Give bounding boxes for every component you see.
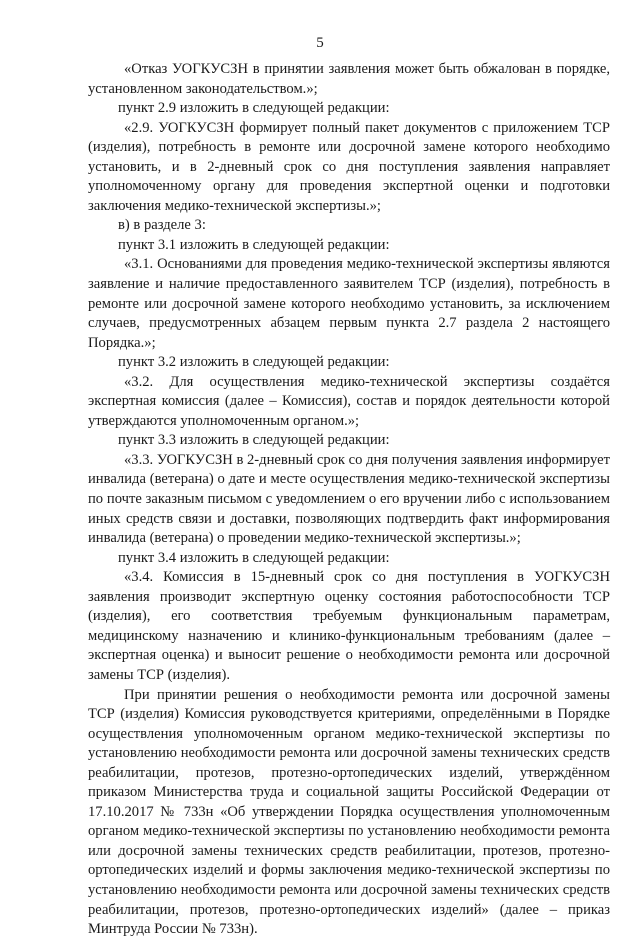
paragraph-clause-3-1: «3.1. Основаниями для проведения медико-технической экспертизы являются заявление и наличие предоставленного заявителем ТСР (изделия), потребность в ремонте или досрочной замене которого необходимо установить, за исключением случаев, предусмотренных абзацем первым пункта 2.7 раздела 2 настоящего Порядка.»; xyxy=(88,256,610,351)
paragraph-instruction-3-3: пункт 3.3 изложить в следующей редакции: xyxy=(118,432,390,449)
paragraph-instruction-3-1: пункт 3.1 изложить в следующей редакции: xyxy=(118,236,390,253)
paragraph-section-3-heading: в) в разделе 3: xyxy=(118,217,206,234)
paragraph-instruction-3-2: пункт 3.2 изложить в следующей редакции: xyxy=(118,354,390,371)
paragraph-criteria: При принятии решения о необходимости ремонта или досрочной замены ТСР (изделия) Комиссия руководствуется критериями, определёнными в Порядке осуществления уполномоченным органом медико-технической экспертизы по установлению необходимости ремонта или досрочной замены технических средств реабилитации, протезов, протезно-ортопедических изделий, утверждённом приказом Министерства труда и социальной защиты Российской Федерации от 17.10.2017 № 733н «Об утверждении Порядка осуществления уполномоченным органом медико-технической экспертизы по установлению необходимости ремонта или досрочной замены технических средств реабилитации, протезов, протезно-ортопедических изделий и формы заключения медико-технической экспертизы по установлению необходимости ремонта или досрочной замены технических средств реабилитации, протезов, протезно-ортопедических изделий» (далее – приказ Минтруда России № 733н). xyxy=(88,686,610,938)
paragraph-clause-2-9: «2.9. УОГКУСЗН формирует полный пакет документов с приложением ТСР (изделия), потребность в ремонте или досрочной замене которого необходимо установить, и в 2-дневный срок со дня поступления заявления направляет уполномоченному органу для проведения экспертной оценки и подготовки заключения медико-технической экспертизы.»; xyxy=(88,119,610,214)
paragraph-appeal-clause: «Отказ УОГКУСЗН в принятии заявления может быть обжалован в порядке, установленном законодательством.»; xyxy=(88,61,610,97)
document-body xyxy=(88,60,610,940)
paragraph-instruction-3-4: пункт 3.4 изложить в следующей редакции: xyxy=(118,549,390,566)
paragraph-clause-3-2: «3.2. Для осуществления медико-технической экспертизы создаётся экспертная комиссия (далее – Комиссия), состав и порядок деятельности которой утверждаются уполномоченным органом.»; xyxy=(88,373,610,429)
paragraph-instruction-2-9: пункт 2.9 изложить в следующей редакции: xyxy=(118,100,390,117)
page-number: 5 xyxy=(316,35,324,51)
paragraph-clause-3-4: «3.4. Комиссия в 15-дневный срок со дня поступления в УОГКУСЗН заявления производит экспертную оценку состояния работоспособности ТСР (изделия), его соответствия требуемым функциональным параметрам, медицинскому назначению и клинико-функциональным требованиям (далее – экспертная оценка) и выносит решение о необходимости ремонта или досрочной замены ТСР (изделия). xyxy=(88,569,610,683)
paragraph-clause-3-3: «3.3. УОГКУСЗН в 2-дневный срок со дня получения заявления информирует инвалида (ветерана) о дате и месте осуществления медико-технической экспертизы по почте заказным письмом с уведомлением о его вручении либо с использованием иных средств связи и доставки, позволяющих подтвердить факт информирования инвалида (ветерана) о проведении медико-технической экспертизы.»; xyxy=(88,451,610,547)
